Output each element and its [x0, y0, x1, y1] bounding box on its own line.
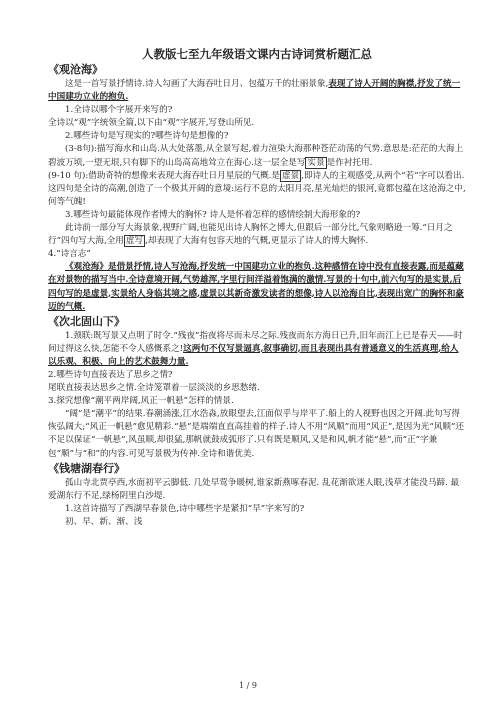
question: 1.这首诗描写了西湖早春景色,诗中哪些字是紧扣“早”字来写的? [65, 503, 305, 514]
answer [48, 330, 466, 369]
poem-text: 孤山寺北贾亭西,水面初平云脚低. 几处早莺争暖树,谁家新燕啄春泥. 乱花渐欲迷人眼,浅草才能没马蹄. 最爱湖东行不足,绿杨阴里白沙堤. [48, 477, 460, 501]
answer: 全诗以“观”字统领全篇,以下由“观”字展开,写登山所见. [48, 118, 255, 129]
question: 1.全诗以哪个字展开来写的? [65, 105, 173, 116]
section-heading-ci-bei-gu-shan-xia: 《次北固山下》 [48, 314, 125, 328]
section-heading-guan-cang-hai: 《观沧海》 [48, 63, 103, 76]
emphasis-text: 表现了诗人开阔的胸襟,抒发了统一中国建功立业的抱负. [48, 79, 461, 103]
question: 4.“诗言志” [48, 249, 91, 260]
question: 2.哪些诗句直接表达了思乡之情? [48, 369, 173, 380]
page-number: 1 / 9 [239, 681, 257, 690]
emphasis-text: 这两句不仅写景逼真,叙事确切,而且表现出具有普通意义的生活真理,给人以乐观、积极、向上的艺术鼓舞力量. [48, 343, 459, 367]
text: (9-10 句):借助奇特的想像来表现大海吞吐日月星辰的气概.是 [48, 170, 281, 181]
paragraph [48, 78, 466, 104]
text: 此诗前一部分写大海景象,视野广阔,也能见出诗人胸怀之博大,但跟后一部分比,气象则略逊一筹.“日月之行”四句写大海,全用 [48, 223, 453, 247]
text: 是作衬托用. [326, 157, 373, 168]
answer [48, 222, 466, 248]
answer [48, 170, 466, 209]
answer: 尾联直接表达思乡之情.全诗笼罩着一层淡淡的乡思愁绪. [48, 383, 260, 394]
question: 3.探究想像“潮平两岸阔,风正一帆悬”怎样的情景. [48, 396, 234, 407]
question: 2.哪些诗句是写现实的?哪些诗句是想像的? [65, 131, 229, 142]
boxed-term: 虚景 [282, 170, 300, 181]
boxed-term: 实景 [307, 157, 325, 168]
answer [48, 143, 466, 169]
document-body [48, 47, 466, 529]
text: 1.颈联:既写景又点明了时令.“残夜”指夜将尽而未尽之际.残夜而东方海日已升,旧年而江上已是春天——时间过得这么快,怎能不令人感慨系之! [48, 330, 463, 354]
document-title: 人教版七至九年级语文课内古诗词赏析题汇总 [142, 47, 372, 61]
section-heading-qian-tang-hu-chun-xing: 《钱塘湖春行》 [48, 461, 125, 475]
text: ,即诗人的主观感受,从两个“若”字可以看出.这四句是全诗的高潮,创造了一个极其开阔的意境:运行不息的太阳月亮,星光灿烂的银河,竟都包蕴在这沧海之中,何等气魄! [48, 170, 466, 207]
question: 3.哪些诗句最能体现作者博大的胸怀? 诗人是怀着怎样的感情绘制大海形象的? [65, 209, 361, 220]
answer: “阔”是“潮平”的结果.春潮涌涨,江水浩淼,放眼望去,江面似乎与岸平了.船上的人视野也因之开阔.此句写得恢弘阔大;“风正一帆悬”愈见精彩.“悬”是端端直直高挂着的样子.诗人不用“风顺”而用“风正”,是因为光“风顺”还不足以保证“一帆悬”,风虽顺,却很猛,那帆就鼓成弧形了.只有既是顺风,又是和风,帆才能“悬”,而“正”字兼包“顺”与“和”的内容.可见写景极为传神.全诗和谐优美. [48, 409, 464, 459]
text: ,却表现了大海有包容天地的气概,更显示了诗人的博大胸怀. [145, 236, 369, 247]
answer: 初、早、新、渐、浅 [65, 516, 143, 527]
boxed-term: 虚写 [125, 236, 144, 247]
text: 这是一首写景抒情诗.诗人勾画了大海吞吐日月、包蕴万千的壮丽景象, [65, 79, 329, 89]
summary-paragraph: 《观沧海》是借景抒情,诗人写沧海,抒发统一中国建功立业的抱负.这种感情在诗中没有直接表露,而是蕴藏在对景物的描写当中.全诗意境开阔,气势雄浑,字里行间洋溢着饱满的激情.写景的十句中,前六句写的是实景,后四句写的是虚景,实景给人身临其境之感,虚景以其新奇激发读者的想像,诗人以沧海自比,表现出宽广的胸怀和豪迈的气概. [48, 262, 464, 312]
text: (3-8句):描写海水和山岛.从大处落墨,从全景写起,着力渲染大海那种苍茫动荡的气势.意思是:茫茫的大海上碧波万顷,一望无垠,只有脚下的山岛高高地耸立在海心.这一层全是写 [48, 144, 464, 168]
